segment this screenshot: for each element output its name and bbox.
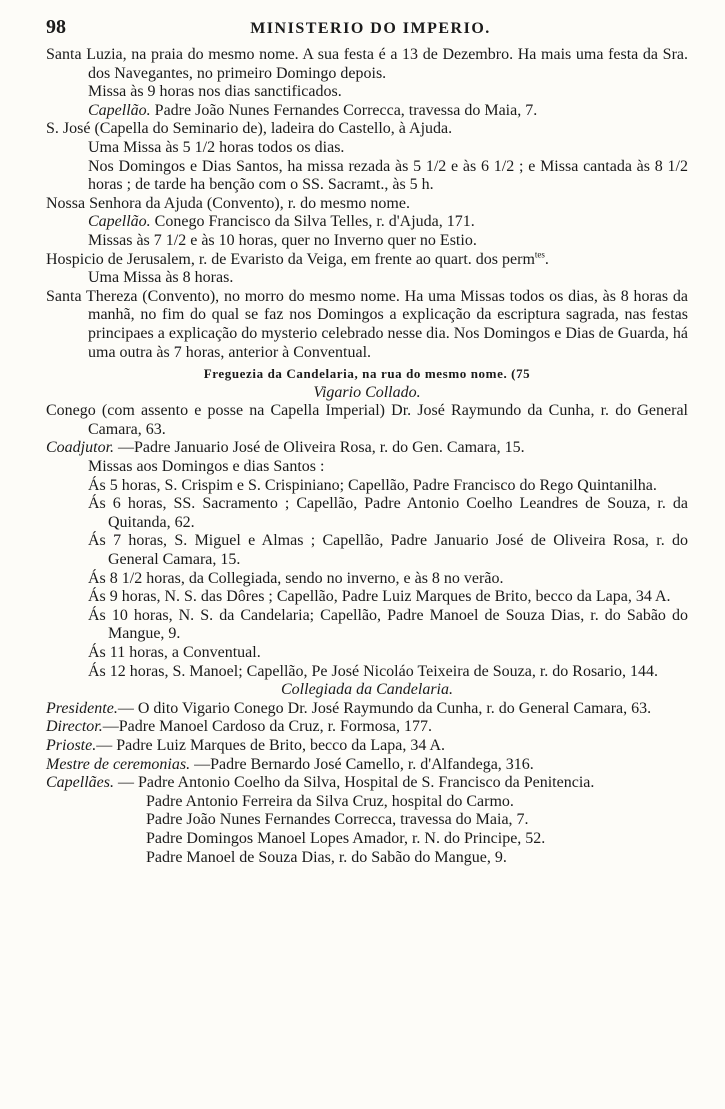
label-capellao: Capellão. [88, 213, 151, 231]
director-text: —Padre Manoel Cardoso da Cruz, r. Formosa, 177. [102, 718, 433, 736]
capellao-item: Padre Domingos Manoel Lopes Amador, r. N. do Principe, 52. [146, 829, 546, 847]
entry-coadjutor [46, 439, 688, 458]
entry-director [46, 718, 688, 737]
capellao-text: Padre João Nunes Fernandes Correcca, travessa do Maia, 7. [150, 101, 538, 119]
entry-hospicio [46, 251, 688, 270]
missa-item: Ás 6 horas, SS. Sacramento ; Capellão, Padre Antonio Coelho Leandres de Souza, r. da Quitanda, 62. [88, 495, 688, 531]
label-capellao: Capellão. [88, 101, 151, 119]
entry-santa-luzia-missa: Missa às 9 horas nos dias sanctificados. [88, 83, 342, 101]
capellao-item: Padre Manoel de Souza Dias, r. do Sabão do Mangue, 9. [146, 848, 507, 866]
mestre-text: —Padre Bernardo José Camello, r. d'Alfandega, 316. [190, 755, 534, 773]
hospicio-sup: tes [534, 249, 545, 260]
hospicio-text: Hospicio de Jerusalem, r. de Evaristo da Veiga, em frente ao quart. dos perm [46, 250, 535, 268]
missa-item: Ás 8 1/2 horas, da Collegiada, sendo no inverno, e às 8 no verão. [88, 569, 504, 587]
entry-ajuda-capellao [46, 213, 688, 232]
capellao-item: Padre Antonio Ferreira da Silva Cruz, hospital do Carmo. [146, 792, 514, 810]
entry-prioste [46, 737, 688, 756]
entry-capellaes [46, 774, 688, 793]
entry-ajuda-missas: Missas às 7 1/2 e às 10 horas, quer no Inverno quer no Estio. [88, 231, 477, 249]
missa-item: Ás 11 horas, a Conventual. [88, 644, 261, 661]
entry-hospicio-missa: Uma Missa às 8 horas. [88, 269, 234, 287]
label-capellaes: Capellães. [46, 774, 114, 792]
missa-item: Ás 7 horas, S. Miguel e Almas ; Capellão, Padre Januario José de Oliveira Rosa, r. do General Camara, 15. [88, 532, 688, 569]
label-prioste: Prioste. [46, 736, 97, 754]
capellao-text: Conego Francisco da Silva Telles, r. d'Ajuda, 171. [150, 213, 475, 231]
capellaes-text: — Padre Antonio Coelho da Silva, Hospital de S. Francisco da Penitencia. [114, 774, 595, 792]
missa-item: Ás 9 horas, N. S. das Dôres ; Capellão, Padre Luiz Marques de Brito, becco da Lapa, 34 A. [88, 588, 671, 606]
hospicio-end: . [544, 250, 549, 268]
entry-santa-luzia: Santa Luzia, na praia do mesmo nome. A sua festa é a 13 de Dezembro. Ha mais uma festa da Sra. dos Navegantes, no primeiro Domingo depois. [46, 46, 688, 82]
missa-item: Ás 5 horas, S. Crispim e S. Crispiniano; Capellão, Padre Francisco do Rego Quintanilha. [88, 476, 657, 494]
missa-item: Ás 12 horas, S. Manoel; Capellão, Pe José Nicoláo Teixeira de Souza, r. do Rosario, 144. [88, 662, 659, 680]
entry-ajuda: Nossa Senhora da Ajuda (Convento), r. do mesmo nome. [46, 194, 410, 212]
page-body [46, 46, 688, 867]
label-director: Director. [46, 718, 103, 736]
label-coadjutor: Coadjutor. [46, 439, 115, 457]
entry-presidente [46, 700, 688, 719]
coadjutor-text: —Padre Januario José de Oliveira Rosa, r. do Gen. Camara, 15. [114, 439, 525, 457]
entry-santa-thereza: Santa Thereza (Convento), no morro do mesmo nome. Ha uma Missas todos os dias, às 8 horas da manhã, no fim do qual se faz nos Domingos a explicação da escriptura sagrada, nas festas principaes a explicação do mysterio celebrado nesse dia. Nos Domingos e Dias de Guarda, há uma outra às 7 horas, anterior à Conventual. [46, 287, 688, 361]
section-heading-collegiada: Collegiada da Candelaria. [281, 681, 453, 699]
entry-mestre [46, 756, 688, 775]
entry-sao-jose-domingos: Nos Domingos e Dias Santos, ha missa rezada às 5 1/2 e às 6 1/2 ; e Missa cantada às 8 1/2 horas ; de tarde ha benção com o SS. Sacramt., às 5 h. [88, 157, 688, 194]
entry-santa-luzia-capellao [46, 102, 688, 121]
missas-intro: Missas aos Domingos e dias Santos : [88, 458, 325, 476]
prioste-text: — Padre Luiz Marques de Brito, becco da Lapa, 34 A. [96, 736, 445, 754]
entry-conego: Conego (com assento e posse na Capella Imperial) Dr. José Raymundo da Cunha, r. do General Camara, 63. [46, 402, 688, 438]
section-heading-candelaria: Freguezia da Candelaria, na rua do mesmo nome. (75 [203, 366, 531, 382]
label-mestre: Mestre de ceremonias. [46, 755, 191, 773]
capellao-item: Padre João Nunes Fernandes Correcca, travessa do Maia, 7. [146, 811, 529, 829]
entry-sao-jose-missa: Uma Missa às 5 1/2 horas todos os dias. [88, 138, 345, 156]
label-presidente: Presidente. [46, 699, 118, 717]
presidente-text: — O dito Vigario Conego Dr. José Raymundo da Cunha, r. do General Camara, 63. [117, 699, 652, 717]
page-header [46, 18, 695, 40]
vigario-collado: Vigario Collado. [313, 383, 421, 401]
page-number: 98 [46, 16, 66, 38]
missa-item: Ás 10 horas, N. S. da Candelaria; Capellão, Padre Manoel de Souza Dias, r. do Sabão do Mangue, 9. [88, 606, 688, 643]
running-title: MINISTERIO DO IMPERIO. [250, 20, 491, 37]
entry-sao-jose: S. José (Capella do Seminario de), ladeira do Castello, à Ajuda. [46, 120, 453, 138]
